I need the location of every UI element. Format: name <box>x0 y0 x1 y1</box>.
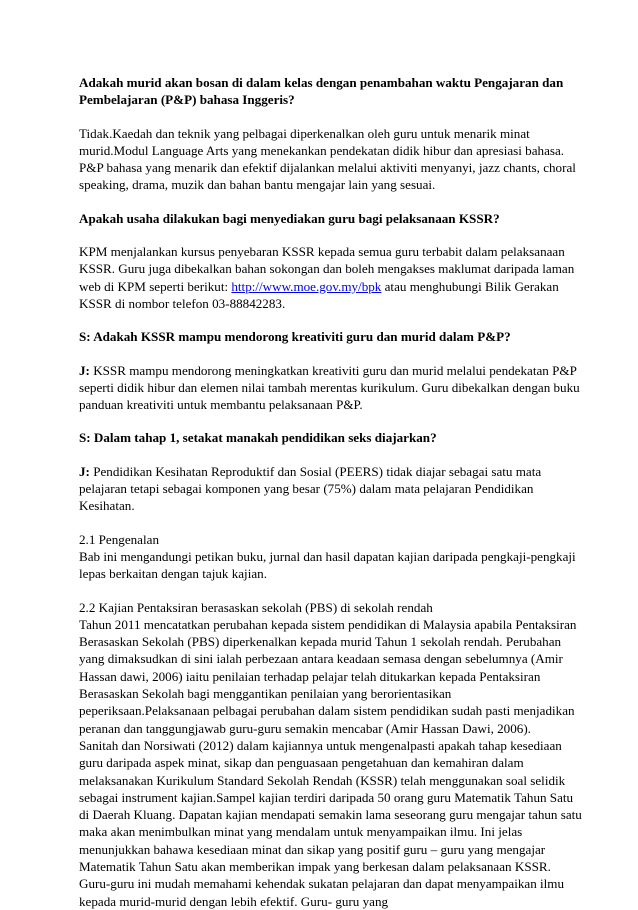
question-3: S: Adakah KSSR mampu mendorong kreativiti guru dan murid dalam P&P? <box>79 329 511 345</box>
section-heading: 2.2 Kajian Pentaksiran berasaskan sekolah (PBS) di sekolah rendah <box>79 599 433 615</box>
section-heading: 2.1 Pengenalan <box>79 531 159 547</box>
answer-3-text: KSSR mampu mendorong meningkatkan kreativiti guru dan murid melalui pendekatan P&P seperti didik hibur dan elemen nilai tambah merentas kurikulum. Guru dibekalkan dengan buku panduan kreativiti untuk membantu pelaksanaan P&P. <box>79 362 580 413</box>
section-2-1 <box>79 531 582 583</box>
answer-4 <box>79 463 582 515</box>
question-4: S: Dalam tahap 1, setakat manakah pendidikan seks diajarkan? <box>79 430 437 446</box>
answer-1: Tidak.Kaedah dan teknik yang pelbagai diperkenalkan oleh guru untuk menarik minat murid.Modul Language Arts yang menekankan pendekatan didik hibur dan apresiasi bahasa. P&P bahasa yang menarik dan efektif dijalankan melalui aktiviti menyanyi, jazz chants, choral speaking, drama, muzik dan bahan bantu mengajar lain yang sesuai. <box>79 125 576 193</box>
question-2: Apakah usaha dilakukan bagi menyediakan guru bagi pelaksanaan KSSR? <box>79 210 500 226</box>
answer-2-text-end: atau menghubungi Bilik Gerakan KSSR di nombor telefon 03-88842283. <box>79 278 559 311</box>
answer-2-text-start: KPM menjalankan kursus penyebaran KSSR kepada semua guru terbabit dalam pelaksanaan KSSR. Guru juga dibekalkan bahan sokongan dan boleh mengakses maklumat daripada laman web di KPM seperti berikut: <box>79 244 575 294</box>
question-1: Adakah murid akan bosan di dalam kelas dengan penambahan waktu Pengajaran dan Pembelajaran (P&P) bahasa Inggeris? <box>79 75 564 108</box>
answer-label: J: <box>79 463 90 479</box>
section-paragraph: Tahun 2011 mencatatkan perubahan kepada sistem pendidikan di Malaysia apabila Pentaksiran Berasaskan Sekolah (PBS) diperkenalkan kepada murid Tahun 1 sekolah rendah. Perubahan yang dimaksudkan di sini ialah perbezaan antara keadaan semasa dengan sebelumnya (Amir Hassan dawi, 2006) iaitu penilaian terhadap pelajar telah ditukarkan kepada Pentaksiran Berasaskan Sekolah bagi menggantikan penilaian yang berorientasikan peperiksaan.Pelaksanaan pelbagai perubahan dalam sistem pendidikan sudah pasti menjadikan peranan dan tanggungjawab guru-guru semakin mencabar (Amir Hassan Dawi, 2006). <box>79 616 577 736</box>
answer-4-text: Pendidikan Kesihatan Reproduktif dan Sosial (PEERS) tidak diajar sebagai satu mata pelajaran tetapi sebagai komponen yang besar (75%) dalam mata pelajaran Pendidikan Kesihatan. <box>79 463 542 514</box>
bpk-website-link[interactable]: http://www.moe.gov.my/bpk <box>231 278 382 294</box>
answer-2 <box>79 243 582 312</box>
section-2-2 <box>79 599 582 910</box>
answer-3 <box>79 362 582 414</box>
section-body: Bab ini mengandungi petikan buku, jurnal dan hasil dapatan kajian daripada pengkaji-pengkaji lepas berkaitan dengan tajuk kajian. <box>79 548 576 582</box>
answer-label: J: <box>79 362 90 378</box>
section-paragraph: Sanitah dan Norsiwati (2012) dalam kajiannya untuk mengenalpasti apakah tahap kesediaan guru daripada aspek minat, sikap dan penguasaan pengetahuan dan kemahiran dalam melaksanakan Kurikulum Standard Sekolah Rendah (KSSR) telah menggunakan soal selidik sebagai instrument kajian.Sampel kajian terdiri daripada 50 orang guru Matematik Tahun Satu di Daerah Kluang. Dapatan kajian mendapati semakin lama seseorang guru mengajar tahun satu maka akan menimbulkan minat yang mendalam untuk menyampaikan ilmu. Ini jelas menunjukkan bahawa kesediaan minat dan sikap yang positif guru – guru yang mengajar Matematik Tahun Satu akan memberikan impak yang berkesan dalam pelaksanaan KSSR. Guru-guru ini mudah memahami kehendak sukatan pelajaran dan dapat menyampaikan ilmu kepada murid-murid dengan lebih efektif. Guru- guru yang <box>79 737 582 909</box>
